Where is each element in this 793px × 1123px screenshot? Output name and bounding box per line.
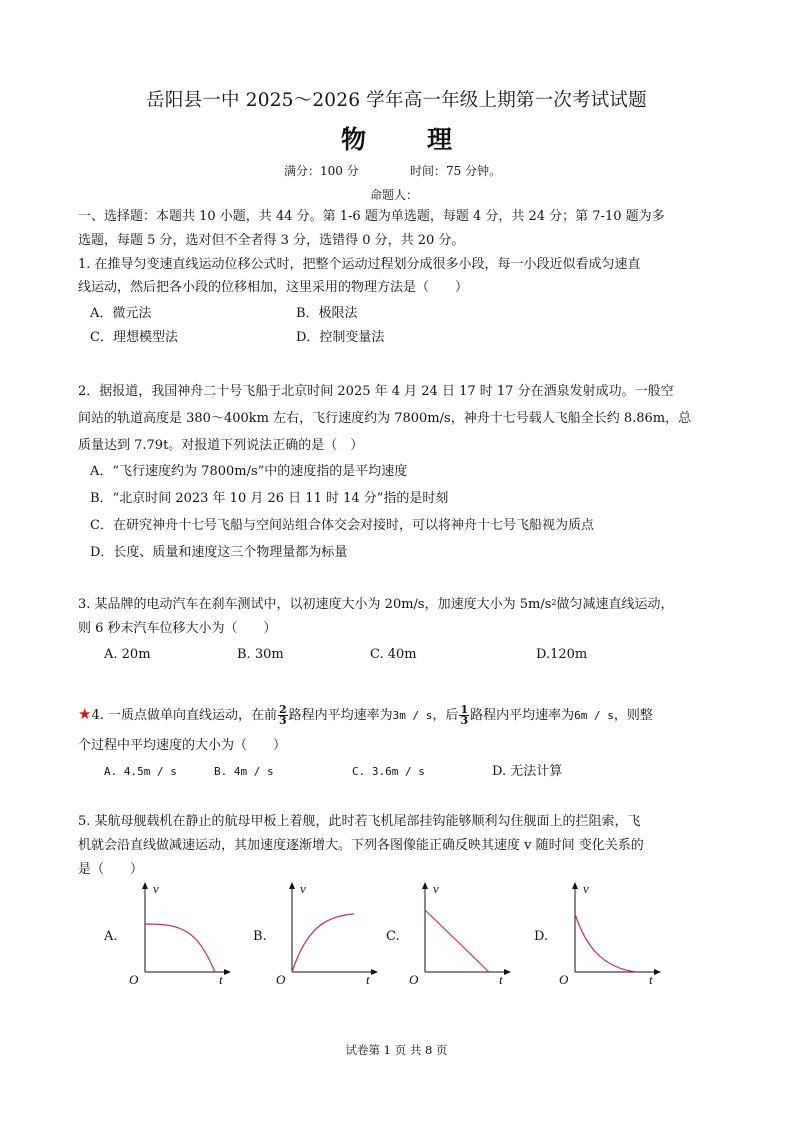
t-label: t (219, 972, 223, 987)
subject-title: 物 理 (340, 125, 470, 154)
q4-text-1: 4. 一质点做单向直线运动，在前 (91, 708, 277, 723)
v-label: v (433, 881, 439, 896)
origin-label: O (129, 972, 139, 987)
q5-graph-d (555, 878, 665, 988)
q4-text-4: 路程内平均速率为 (470, 708, 575, 723)
q4-option-b: B. 4m / s (214, 765, 274, 778)
t-label: t (499, 972, 503, 987)
q1-option-b: B．极限法 (296, 306, 358, 321)
author-label: 命题人： (370, 188, 419, 202)
q1-option-d: D．控制变量法 (296, 330, 385, 345)
q2-line1: 2．据报道，我国神舟二十号飞船于北京时间 2025 年 4 月 24 日 17 时 17 分在酒泉发射成功。一般空 (78, 384, 674, 399)
q3-option-b: B. 30m (237, 647, 284, 662)
q2-option-c: C．在研究神舟十七号飞船与空间站组合体交会对接时，可以将神舟十七号飞船视为质点 (90, 518, 594, 533)
q4-line2: 个过程中平均速度的大小为（ ） (78, 738, 287, 753)
origin-label: O (409, 972, 419, 987)
q4-line1 (78, 702, 653, 728)
v-axis-arrow-icon (142, 882, 148, 889)
t-label: t (649, 972, 653, 987)
q5-graph-a-label: A. (104, 929, 118, 944)
q3-line1-a: 3. 某品牌的电动汽车在刹车测试中，以初速度大小为 20m/s，加速度大小为 5m/s (78, 597, 552, 612)
q1-option-a: A．微元法 (90, 306, 152, 321)
q3-option-d: D.120m (536, 647, 588, 662)
q2-option-d: D．长度、质量和速度这三个物理量都为标量 (90, 545, 348, 560)
q1-line2: 线运动，然后把各小段的位移相加，这里采用的物理方法是（ ） (78, 280, 469, 295)
page-footer: 试卷第 1 页 共 8 页 (345, 1043, 448, 1057)
q4-option-a: A. 4.5m / s (104, 765, 177, 778)
t-axis-arrow-icon (654, 969, 661, 975)
origin-label: O (559, 972, 569, 987)
q2-line2: 间站的轨道高度是 380～400km 左右，飞行速度约为 7800m/s，神舟十七号载人飞船全长约 8.86m，总 (78, 411, 692, 426)
q4-frac1-den: 3 (279, 714, 287, 727)
section-intro-line1: 一、选择题：本题共 10 小题，共 44 分。第 1-6 题为单选题，每题 4 分，共 24 分；第 7-10 题为多 (78, 209, 665, 224)
star-icon: ★ (78, 705, 92, 723)
exam-time: 时间：75 分钟。 (410, 164, 502, 178)
velocity-curve (425, 910, 489, 972)
section-intro-line2: 选题，每题 5 分，选对但不全者得 3 分，选错得 0 分，共 20 分。 (78, 233, 465, 248)
q4-option-c: C. 3.6m / s (352, 765, 425, 778)
q4-frac1-num: 2 (279, 703, 287, 716)
velocity-curve (575, 914, 637, 972)
v-axis-arrow-icon (572, 882, 578, 889)
q3-squared: 2 (551, 598, 557, 607)
q2-line3: 质量达到 7.79t。对报道下列说法正确的是（ ） (78, 438, 364, 453)
q5-line2: 机就会沿直线做减速运动，其加速度逐渐增大。下列各图像能正确反映其速度 v 随时间 变化关系的 (78, 838, 644, 853)
q5-graph-b (272, 878, 382, 988)
v-axis-arrow-icon (289, 882, 295, 889)
q3-line1 (78, 596, 673, 614)
q4-speed-2: 6m / s (574, 709, 614, 722)
v-label: v (583, 881, 589, 896)
q4-text-3: ，后 (432, 708, 459, 723)
v-label: v (153, 881, 159, 896)
exam-title: 岳阳县一中 2025～2026 学年高一年级上期第一次考试试题 (146, 90, 647, 111)
q1-option-c: C．理想模型法 (90, 330, 178, 345)
v-label: v (300, 881, 306, 896)
velocity-curve (145, 924, 215, 972)
q4-fraction-2-3 (278, 705, 288, 726)
q4-text-2: 路程内平均速率为 (288, 708, 393, 723)
q2-option-b: B．“北京时间 2023 年 10 月 26 日 11 时 14 分”指的是时刻 (90, 491, 449, 506)
q3-option-c: C. 40m (370, 647, 417, 662)
q4-frac2-num: 1 (460, 703, 469, 716)
origin-label: O (276, 972, 286, 987)
q4-speed-1: 3m / s (392, 709, 433, 722)
q4-text-5: ，则整 (613, 708, 653, 723)
q3-line2: 则 6 秒末汽车位移大小为（ ） (78, 621, 277, 636)
q5-graph-d-label: D. (534, 929, 549, 944)
q5-line3: 是（ ） (78, 862, 144, 877)
q5-graph-c (405, 878, 515, 988)
t-axis-arrow-icon (371, 969, 378, 975)
q5-graph-a (125, 878, 235, 988)
t-axis-arrow-icon (504, 969, 511, 975)
full-score: 满分：100 分 (284, 164, 359, 178)
t-label: t (366, 972, 370, 987)
q5-graph-c-label: C. (386, 929, 400, 944)
q5-graph-b-label: B. (253, 929, 267, 944)
v-axis-arrow-icon (422, 882, 428, 889)
q3-line1-b: 做匀减速直线运动， (556, 597, 674, 612)
t-axis-arrow-icon (224, 969, 231, 975)
velocity-curve (292, 914, 354, 972)
q4-option-d: D. 无法计算 (492, 764, 563, 779)
q5-line1: 5. 某航母舰载机在静止的航母甲板上着舰，此时若飞机尾部挂钩能够顺利勾住舰面上的拦阻索，飞 (78, 814, 641, 829)
q4-fraction-1-3 (459, 705, 469, 726)
q3-option-a: A. 20m (104, 647, 151, 662)
q2-option-a: A．“飞行速度约为 7800m/s”中的速度指的是平均速度 (90, 464, 408, 479)
q4-frac2-den: 3 (460, 714, 469, 727)
q1-line1: 1. 在推导匀变速直线运动位移公式时，把整个运动过程划分成很多小段，每一小段近似看成匀速直 (78, 257, 641, 272)
